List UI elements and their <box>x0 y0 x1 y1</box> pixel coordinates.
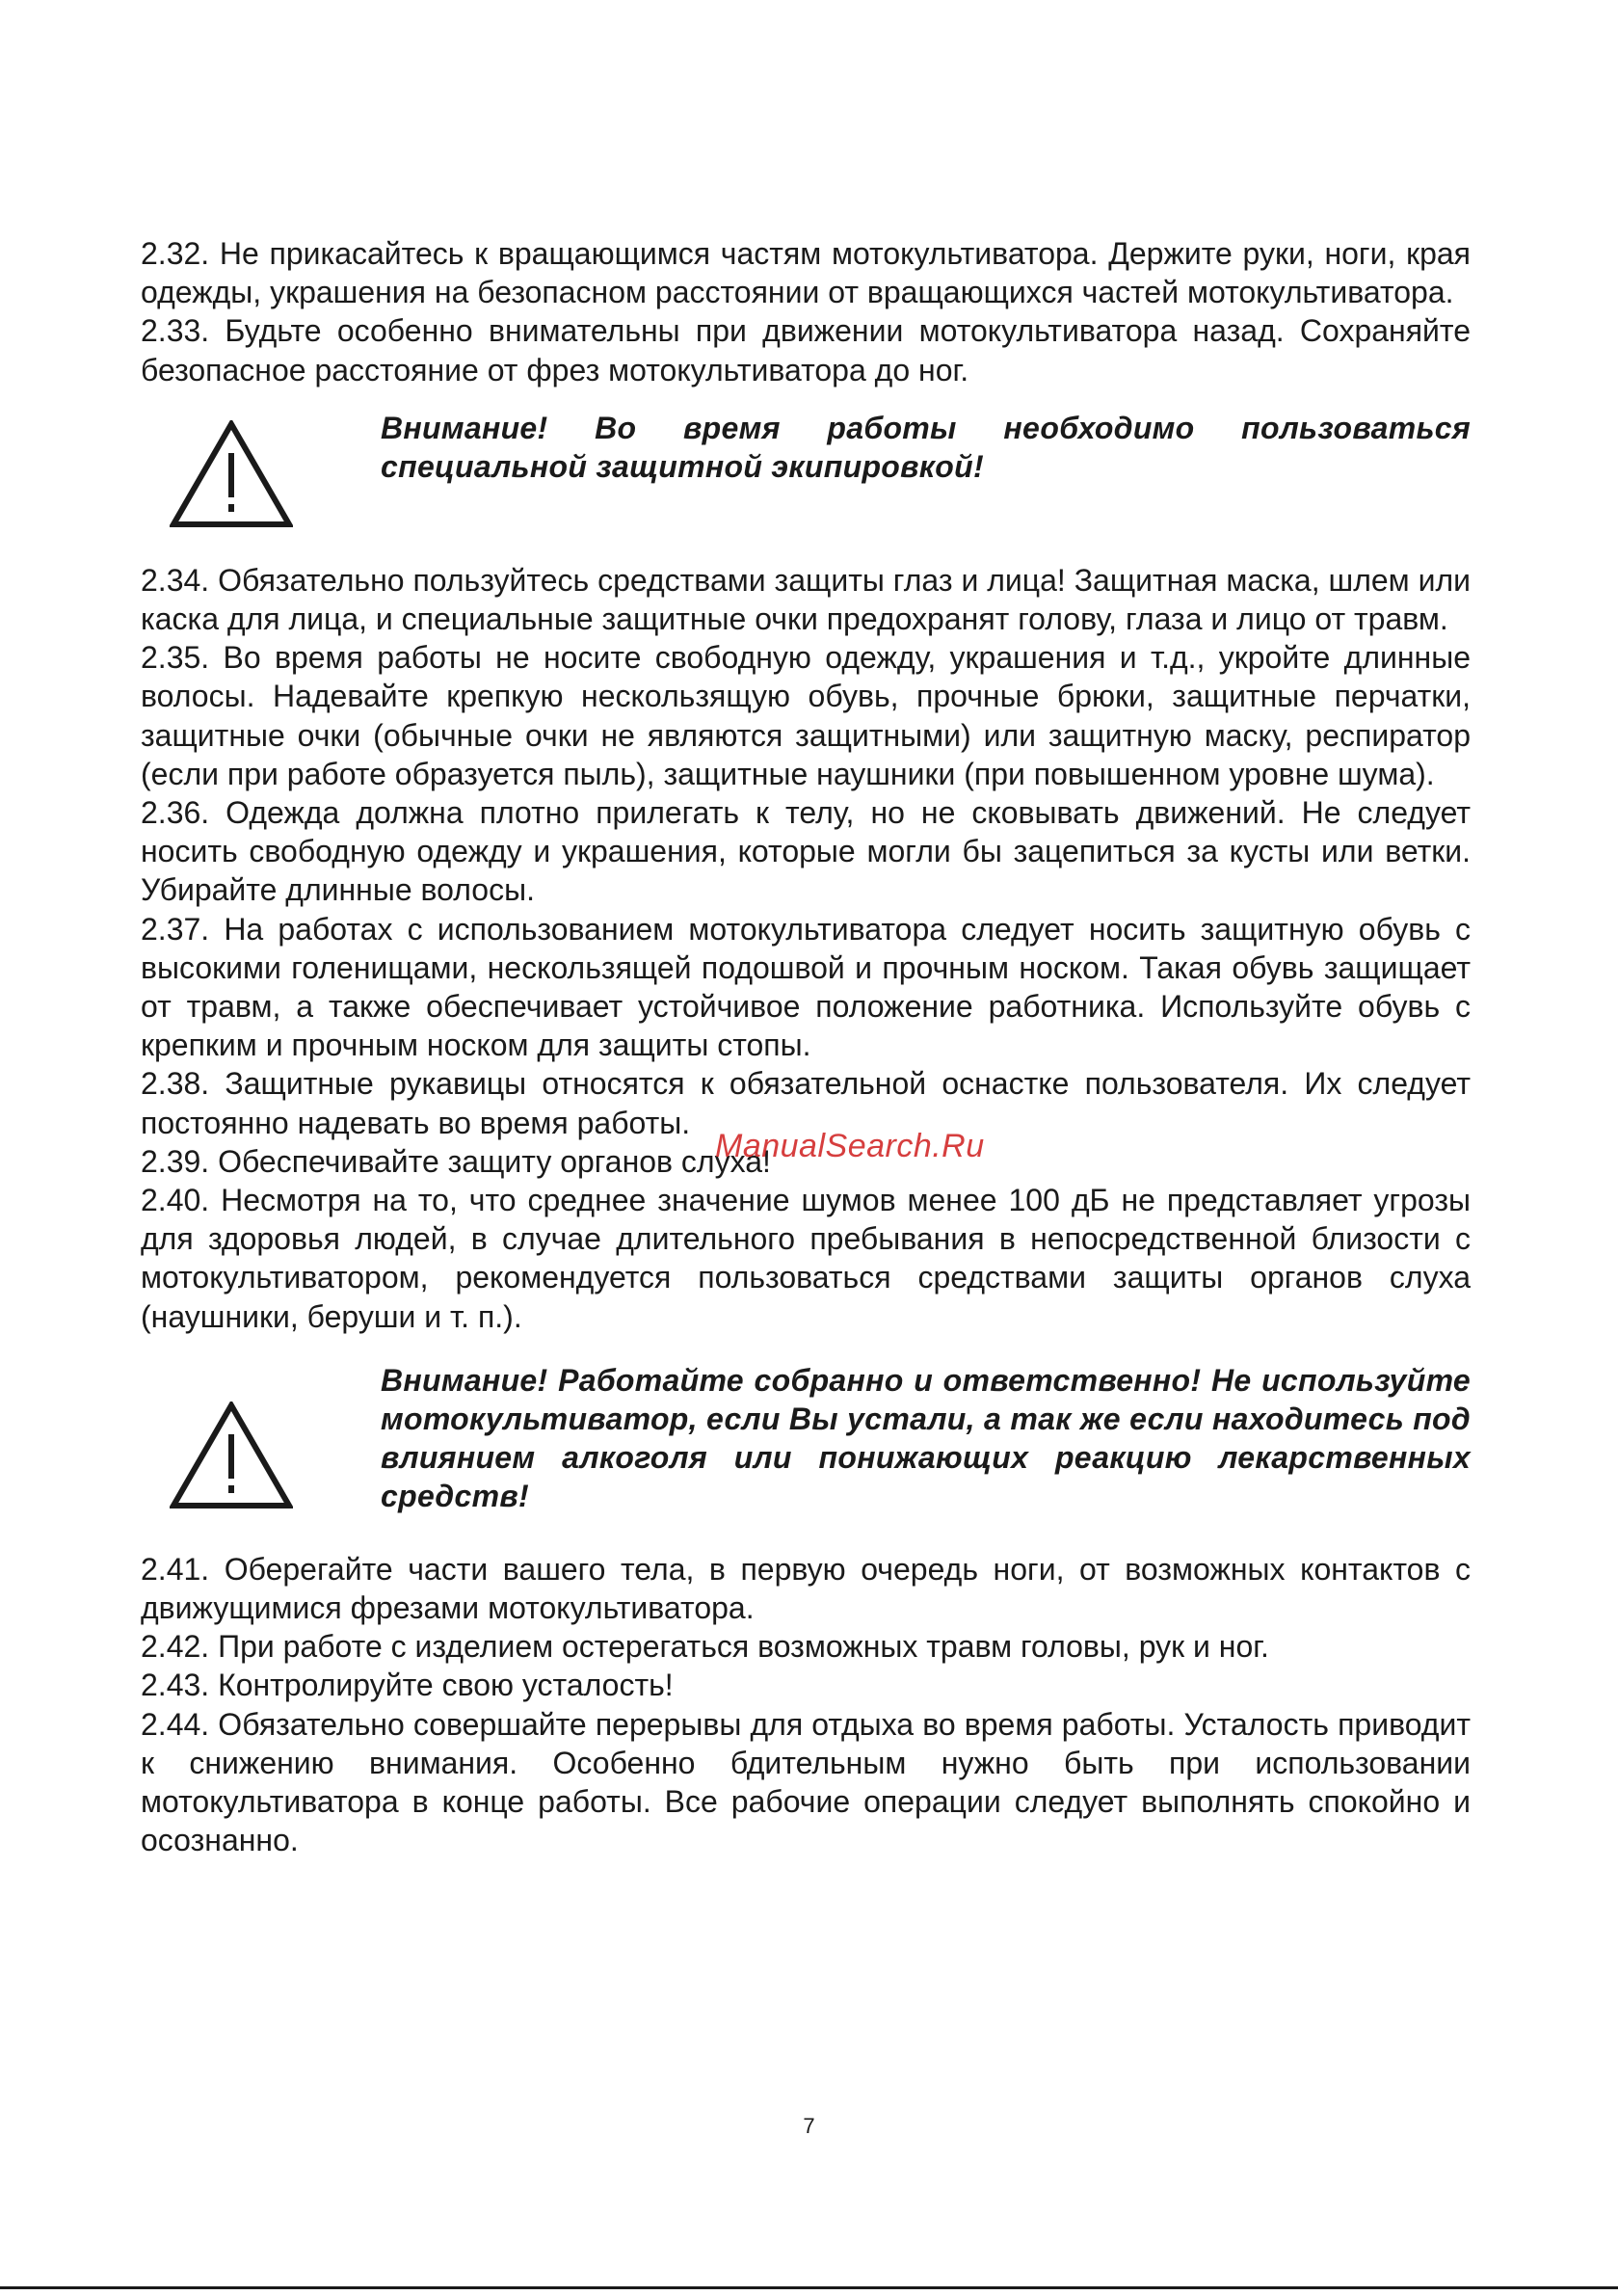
paragraph-2-33: 2.33. Будьте особенно внимательны при движении мотокультиватора назад. Сохраняйте безопасное расстояние от фрез мотокультиватора до ног. <box>141 313 1471 387</box>
paragraph-2-43: 2.43. Контролируйте свою усталость! <box>141 1668 674 1703</box>
paragraph-2-34: 2.34. Обязательно пользуйтесь средствами защиты глаз и лица! Защитная маска, шлем или каска для лица, и специальные защитные очки предохранят голову, глаза и лицо от травм. <box>141 562 1471 637</box>
paragraph-2-42: 2.42. При работе с изделием остерегаться возможных травм головы, рук и ног. <box>141 1629 1269 1665</box>
page-number: 7 <box>803 2114 815 2138</box>
warning-triangle-icon <box>170 420 293 528</box>
paragraph-2-41: 2.41. Оберегайте части вашего тела, в первую очередь ноги, от возможных контактов с движущимися фрезами мотокультиватора. <box>141 1551 1471 1626</box>
warning-block <box>141 1361 1471 1542</box>
warning-text: Внимание! Работайте собранно и ответственно! Не используйте мотокультиватор, если Вы устали, а так же если находитесь под влиянием алкоголя или понижающих реакцию лекарственных средств! <box>381 1362 1471 1514</box>
page-content <box>141 234 1471 1860</box>
warning-block <box>141 409 1471 551</box>
paragraph-2-35: 2.35. Во время работы не носите свободную одежду, украшения и т.д., укройте длинные волосы. Надевайте крепкую нескользящую обувь, прочные брюки, защитные перчатки, защитные очки (обычные очки не являются защитными) или защитную маску, респиратор (если при работе образуется пыль), защитные наушники (при повышенном уровне шума). <box>141 640 1471 791</box>
paragraph-2-38: 2.38. Защитные рукавицы относятся к обязательной оснастке пользователя. Их следует постоянно надевать во время работы. <box>141 1066 1471 1140</box>
bottom-divider <box>0 2286 1618 2289</box>
paragraph-2-39: 2.39. Обеспечивайте защиту органов слуха! <box>141 1143 771 1179</box>
paragraph-2-37: 2.37. На работах с использованием мотокультиватора следует носить защитную обувь с высокими голенищами, нескользящей подошвой и прочным носком. Такая обувь защищает от травм, а также обеспечивает устойчивое положение работника. Используйте обувь с крепким и прочным носком для защиты стопы. <box>141 911 1471 1063</box>
paragraph-2-36: 2.36. Одежда должна плотно прилегать к телу, но не сковывать движений. Не следует носить свободную одежду и украшения, которые могли бы зацепиться за кусты или ветки. Убирайте длинные волосы. <box>141 795 1471 908</box>
warning-triangle-icon <box>170 1402 293 1509</box>
paragraph-2-44: 2.44. Обязательно совершайте перерывы для отдыха во время работы. Усталость приводит к снижению внимания. Особенно бдительным нужно быть при использовании мотокультиватора в конце работы. Все рабочие операции следует выполнять спокойно и осознанно. <box>141 1706 1471 1858</box>
paragraph-2-40: 2.40. Несмотря на то, что среднее значение шумов менее 100 дБ не представляет угрозы для здоровья людей, в случае длительного пребывания в непосредственной близости с мотокультиватором, рекомендуется пользоваться средствами защиты органов слуха (наушники, беруши и т. п.). <box>141 1183 1471 1334</box>
watermark: ManualSearch.Ru <box>715 1128 985 1164</box>
warning-text: Внимание! Во время работы необходимо пользоваться специальной защитной экипировкой! <box>381 410 1471 485</box>
paragraph-2-32: 2.32. Не прикасайтесь к вращающимся частям мотокультиватора. Держите руки, ноги, края одежды, украшения на безопасном расстоянии от вращающихся частей мотокультиватора. <box>141 236 1471 310</box>
